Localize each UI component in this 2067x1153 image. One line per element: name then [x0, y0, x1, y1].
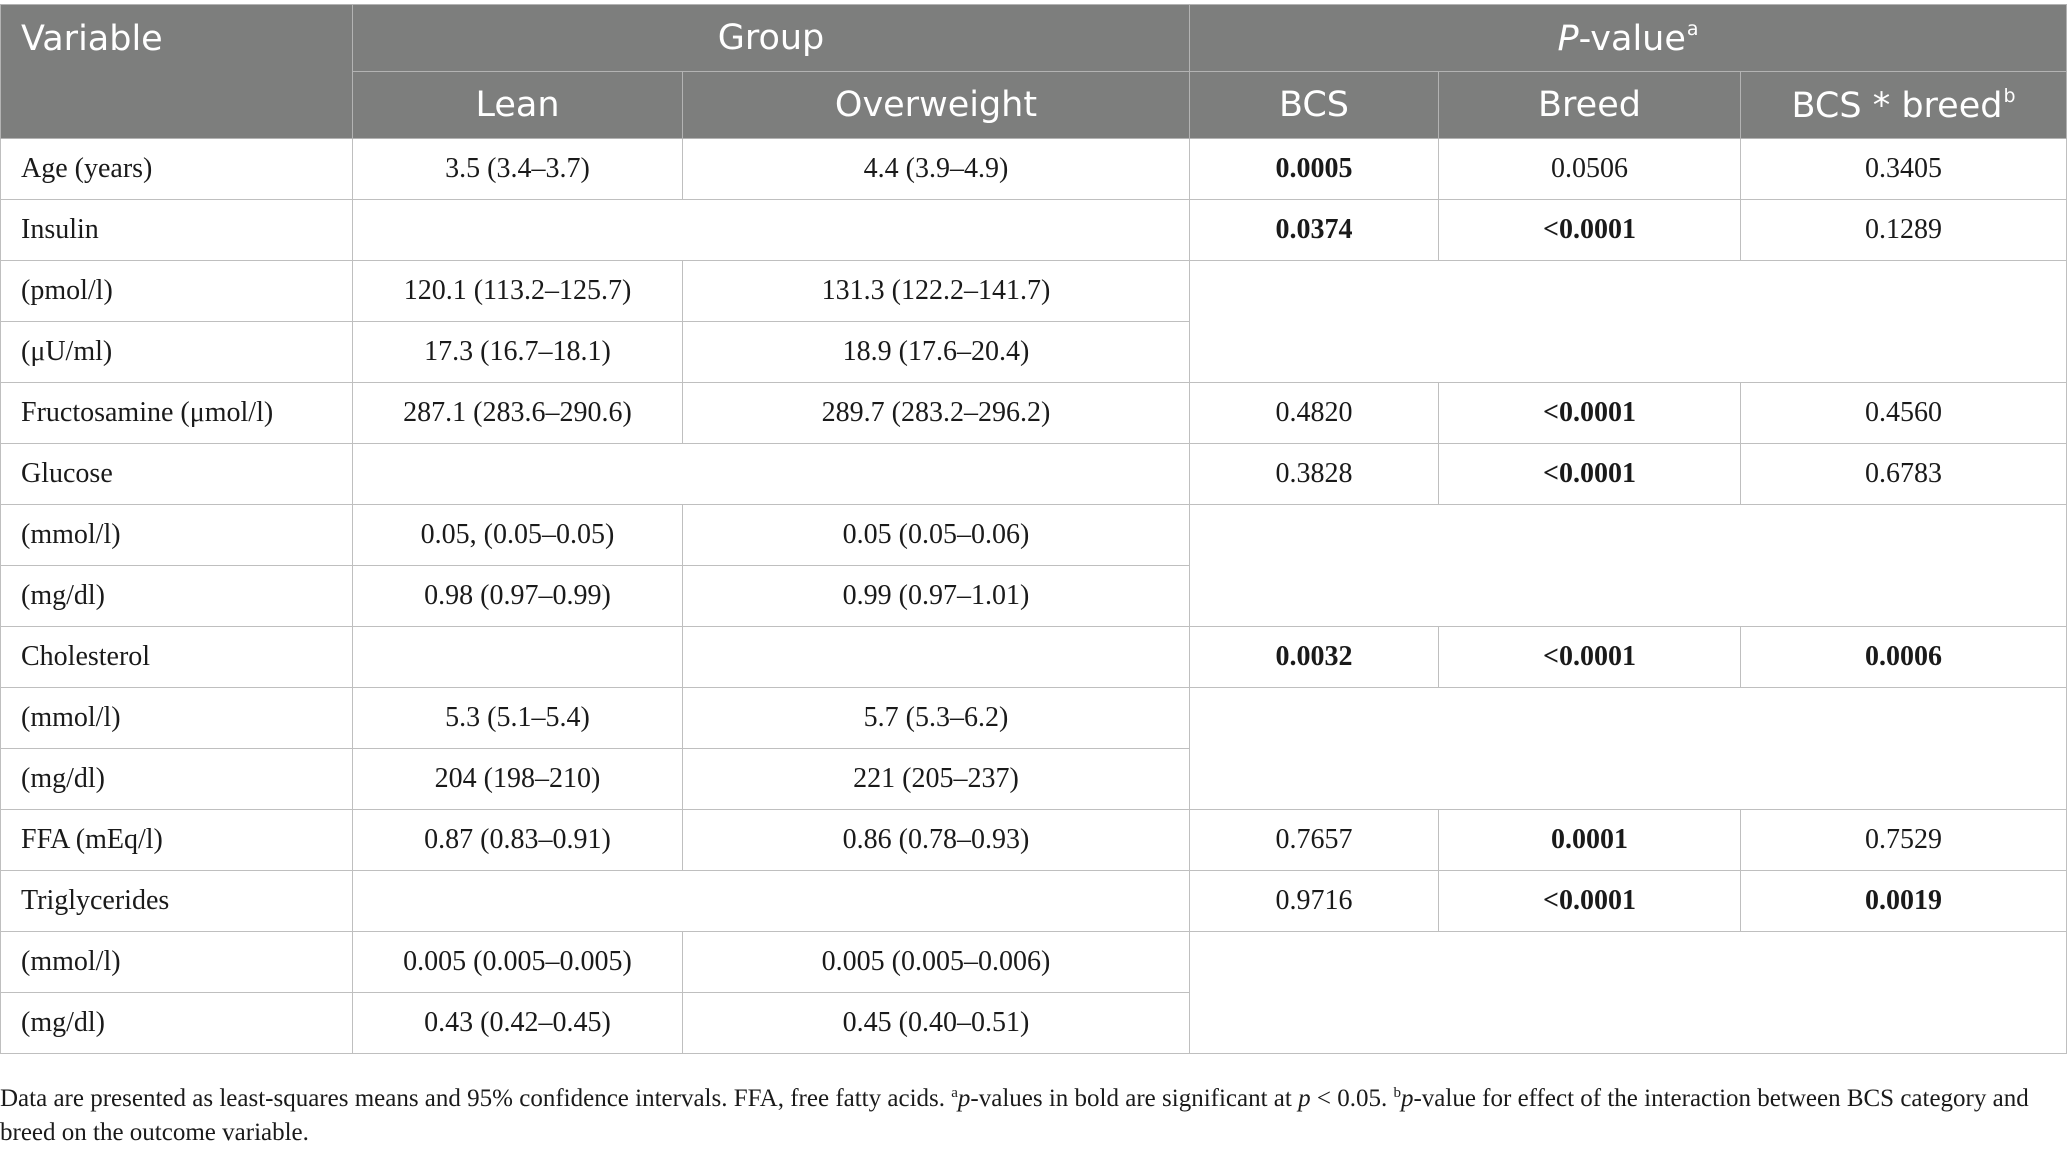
- table-header: [1, 5, 2067, 139]
- row-variable: Cholesterol: [1, 627, 353, 688]
- row-bcs: 0.0032: [1190, 627, 1439, 688]
- row-overweight: 4.4 (3.9–4.9): [683, 139, 1190, 200]
- row-overweight: 131.3 (122.2–141.7): [683, 261, 1190, 322]
- row-lean: 0.005 (0.005–0.005): [353, 932, 683, 993]
- row-lean: 204 (198–210): [353, 749, 683, 810]
- row-pvalue-empty: [1190, 932, 2067, 1054]
- table-row: [1, 444, 2067, 505]
- row-variable: Age (years): [1, 139, 353, 200]
- footnote-p: p: [957, 1085, 971, 1112]
- row-bcs: 0.0005: [1190, 139, 1439, 200]
- header-group: Group: [353, 5, 1190, 72]
- row-variable: (pmol/l): [1, 261, 353, 322]
- row-interaction: 0.7529: [1741, 810, 2067, 871]
- row-lean: 0.43 (0.42–0.45): [353, 993, 683, 1054]
- row-lean: 0.87 (0.83–0.91): [353, 810, 683, 871]
- row-interaction: 0.1289: [1741, 200, 2067, 261]
- table-row: [1, 383, 2067, 444]
- table-row: [1, 688, 2067, 749]
- row-lean: 0.98 (0.97–0.99): [353, 566, 683, 627]
- footnote-sup-b: b: [1393, 1085, 1401, 1101]
- footnote-sup-a: a: [951, 1085, 958, 1101]
- footnote-text: Data are presented as least-squares means and 95% confidence intervals. FFA, free fatty acids.: [0, 1085, 952, 1112]
- row-bcs: 0.3828: [1190, 444, 1439, 505]
- table-body: [1, 139, 2067, 1054]
- row-lean: 0.05, (0.05–0.05): [353, 505, 683, 566]
- row-overweight: 0.05 (0.05–0.06): [683, 505, 1190, 566]
- table-footnote: [0, 1076, 2060, 1150]
- row-variable: (mmol/l): [1, 932, 353, 993]
- row-overweight: 5.7 (5.3–6.2): [683, 688, 1190, 749]
- header-overweight: Overweight: [683, 72, 1190, 139]
- table-row: [1, 871, 2067, 932]
- table-row: [1, 261, 2067, 322]
- row-pvalue-empty: [1190, 688, 2067, 810]
- row-variable: Fructosamine (μmol/l): [1, 383, 353, 444]
- row-pvalue-empty: [1190, 261, 2067, 383]
- header-breed: Breed: [1439, 72, 1741, 139]
- header-bcs: BCS: [1190, 72, 1439, 139]
- row-lean: 17.3 (16.7–18.1): [353, 322, 683, 383]
- footnote-p: p: [1400, 1085, 1414, 1112]
- row-lean: 287.1 (283.6–290.6): [353, 383, 683, 444]
- row-breed: <0.0001: [1439, 383, 1741, 444]
- header-interaction-sup: b: [2003, 84, 2016, 107]
- row-pvalue-empty: [1190, 505, 2067, 627]
- header-interaction: [1741, 72, 2067, 139]
- row-variable: Triglycerides: [1, 871, 353, 932]
- row-interaction: 0.4560: [1741, 383, 2067, 444]
- row-interaction: 0.3405: [1741, 139, 2067, 200]
- row-breed: <0.0001: [1439, 444, 1741, 505]
- row-variable: Glucose: [1, 444, 353, 505]
- table-row: [1, 810, 2067, 871]
- table-row: [1, 932, 2067, 993]
- footnote-text: < 0.05.: [1310, 1085, 1394, 1112]
- row-interaction: 0.0006: [1741, 627, 2067, 688]
- row-overweight: 0.99 (0.97–1.01): [683, 566, 1190, 627]
- row-overweight: 289.7 (283.2–296.2): [683, 383, 1190, 444]
- table-row: [1, 139, 2067, 200]
- row-bcs: 0.7657: [1190, 810, 1439, 871]
- row-interaction: 0.6783: [1741, 444, 2067, 505]
- row-breed: <0.0001: [1439, 627, 1741, 688]
- table-wrapper: [0, 4, 2066, 1054]
- row-bcs: 0.9716: [1190, 871, 1439, 932]
- row-variable: (μU/ml): [1, 322, 353, 383]
- header-pvalue: [1190, 5, 2067, 72]
- header-lean: Lean: [353, 72, 683, 139]
- row-lean: 120.1 (113.2–125.7): [353, 261, 683, 322]
- row-variable: (mg/dl): [1, 566, 353, 627]
- row-lean: 3.5 (3.4–3.7): [353, 139, 683, 200]
- row-breed: <0.0001: [1439, 871, 1741, 932]
- row-group-empty: [353, 444, 1190, 505]
- row-lean: 5.3 (5.1–5.4): [353, 688, 683, 749]
- row-overweight: 221 (205–237): [683, 749, 1190, 810]
- row-variable: (mmol/l): [1, 688, 353, 749]
- row-bcs: 0.4820: [1190, 383, 1439, 444]
- row-lean: [353, 627, 683, 688]
- row-overweight: 0.45 (0.40–0.51): [683, 993, 1190, 1054]
- row-interaction: 0.0019: [1741, 871, 2067, 932]
- row-breed: 0.0506: [1439, 139, 1741, 200]
- results-table: [0, 4, 2067, 1054]
- header-pvalue-sup: a: [1686, 17, 1699, 40]
- row-breed: 0.0001: [1439, 810, 1741, 871]
- table-row: [1, 627, 2067, 688]
- row-overweight: 18.9 (17.6–20.4): [683, 322, 1190, 383]
- row-bcs: 0.0374: [1190, 200, 1439, 261]
- row-overweight: 0.86 (0.78–0.93): [683, 810, 1190, 871]
- table-row: [1, 200, 2067, 261]
- row-breed: <0.0001: [1439, 200, 1741, 261]
- footnote-p: p: [1298, 1085, 1311, 1112]
- footnote-text: -values in bold are significant at: [970, 1085, 1299, 1112]
- row-variable: (mmol/l): [1, 505, 353, 566]
- row-variable: (mg/dl): [1, 993, 353, 1054]
- row-group-empty: [353, 871, 1190, 932]
- row-variable: (mg/dl): [1, 749, 353, 810]
- header-pvalue-suffix: -value: [1578, 18, 1686, 59]
- row-group-empty: [353, 200, 1190, 261]
- table-row: [1, 505, 2067, 566]
- header-interaction-label: BCS * breed: [1791, 85, 2003, 126]
- footnote-text: -value for effect of the interaction between BCS category and breed on the outcome variable.: [0, 1085, 2029, 1146]
- header-pvalue-p: P: [1557, 18, 1579, 59]
- row-overweight: [683, 627, 1190, 688]
- row-variable: Insulin: [1, 200, 353, 261]
- row-variable: FFA (mEq/l): [1, 810, 353, 871]
- row-overweight: 0.005 (0.005–0.006): [683, 932, 1190, 993]
- header-variable: Variable: [1, 5, 353, 139]
